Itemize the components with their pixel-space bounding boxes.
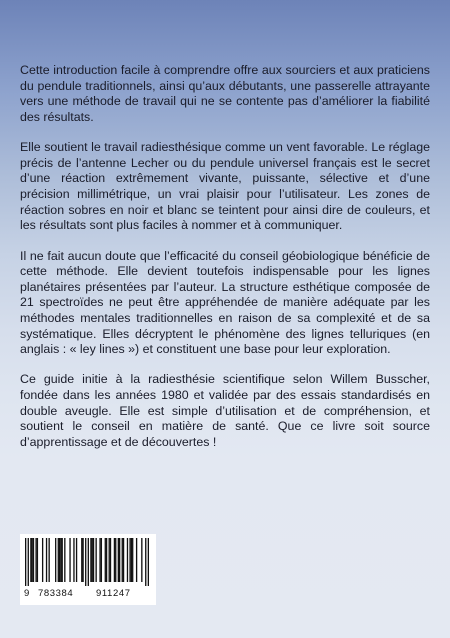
barcode-bar [58,538,59,582]
barcode-bar [32,538,33,582]
barcode-bar [60,538,61,582]
barcode-bar [85,538,86,586]
barcode-bar [48,538,49,582]
barcode-bar [118,538,119,582]
barcode-bar [42,538,43,582]
barcode-bar [119,538,120,582]
barcode-bar [132,538,133,582]
barcode-bar [73,538,74,582]
barcode-bar [46,538,47,582]
barcode-bar [101,538,102,582]
barcode-bar [93,538,94,582]
paragraph-1: Cette introduction facile à comprendre offre aux sourciers et aux praticiens du pendule traditionnels, ainsi qu’aux débutants, une passerelle attrayante vers une méthode de travail qui ne se contente pas d’améliorer la fiabilité des résultats. [20,63,430,124]
barcode-bar [37,538,38,582]
barcode-number [22,588,154,600]
barcode-bar [25,538,26,586]
barcode-bar [88,538,89,586]
barcode-bar [55,538,56,582]
barcode-bar [123,538,124,582]
barcode-bar [33,538,34,582]
barcode-bars [25,538,149,586]
barcode-bar [109,538,110,582]
barcode-bar [115,538,116,582]
paragraph-4: Ce guide initie à la radiesthésie scientifique selon Willem Busscher, fondée dans les années 1980 et validée par des essais standardisés en double aveugle. Elle est simple d’utilisation et de compréhension, et soutient le conseil en matière de santé. Que ce livre soit source d’apprentissage et de découvertes ! [20,372,430,449]
barcode-bar [82,538,83,582]
barcode-bar [127,538,128,582]
barcode-right-group: 911247 [96,588,131,599]
barcode-bar [110,538,111,582]
barcode-bar [105,538,106,582]
barcode-bar [64,538,65,582]
barcode-bar [141,538,142,582]
paragraph-2: Elle soutient le travail radiesthésique comme un vent favorable. Le réglage précis de l’antenne Lecher ou du pendule universel français est le secret d’une réaction extrêmement vivante, puissante, sélective et d’une précision millimétrique, un vrai plaisir pour l’utilisateur. Les zones de réaction sobres en noir et blanc se teintent pour ainsi dire de couleurs, et les résultats sont plus faciles à nommer et à communiquer. [20,140,430,233]
barcode-bar [136,538,137,582]
barcode-bar [81,538,82,582]
barcode-bar [62,538,63,582]
barcode-bar [131,538,132,582]
barcode-bar [35,538,36,582]
barcode-bar [59,538,60,582]
barcode-bar [122,538,123,582]
barcode-bar [28,538,29,586]
back-cover-text [20,63,430,465]
barcode-bar [90,538,91,582]
barcode-bar [99,538,100,582]
barcode-first-digit: 9 [24,588,30,599]
barcode-left-group: 783384 [38,588,74,599]
isbn-barcode [20,534,156,605]
barcode-bar [114,538,115,582]
barcode-bar [30,538,31,582]
barcode-bar [92,538,93,582]
barcode-bar [95,538,96,582]
barcode-bar [148,538,149,586]
paragraph-3: Il ne fait aucun doute que l’efficacité du conseil géobiologique bénéficie de cette méthode. Elle devient toutefois indispensable pour les lignes planétaires présentées par l’auteur. La structure esthétique composée de 21 spectroïdes ne peut être appréhendée de manière adéquate par les méthodes mentales traditionnelles en raison de sa complexité et de sa systématique. Elles décryptent le phénomène des lignes telluriques (en anglais : « ley lines ») et constituent une base pour leur exploration. [20,248,430,357]
barcode-bar [145,538,146,586]
barcode-bar [76,538,77,582]
barcode-bar [69,538,70,582]
barcode-bar [129,538,130,582]
barcode-bar [106,538,107,582]
